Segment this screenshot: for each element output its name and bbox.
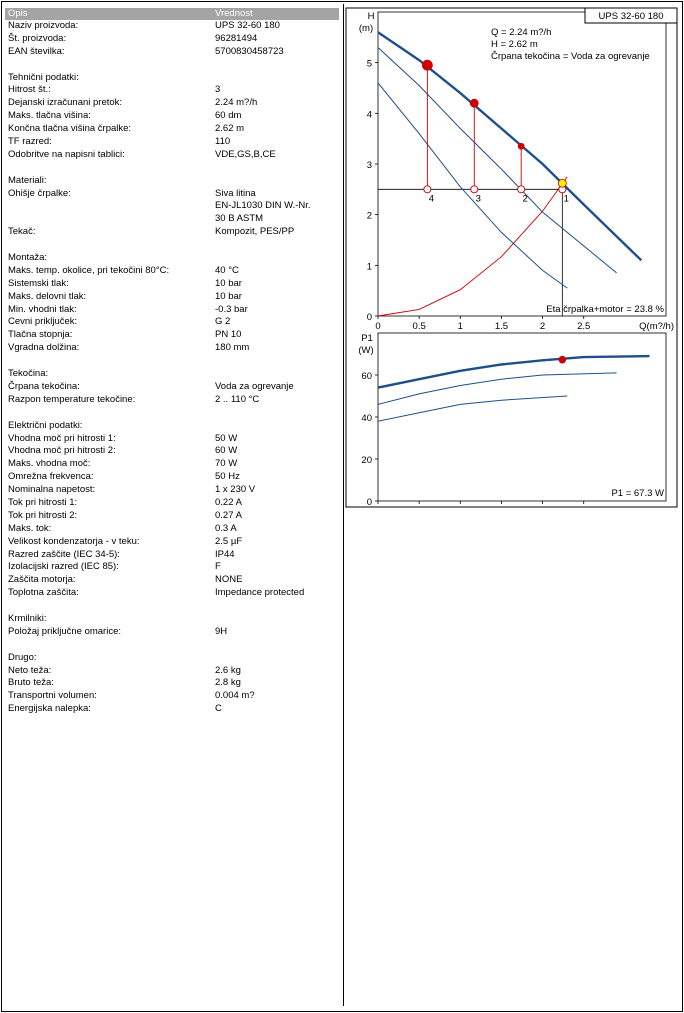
y-tick-label: 5 xyxy=(366,58,372,70)
row-label: Cevni priključek: xyxy=(8,316,78,328)
row-label: Št. proizvoda: xyxy=(8,32,67,44)
power-operating-point xyxy=(559,356,566,363)
row-label: Tlačna stopnja: xyxy=(8,329,73,341)
table-row xyxy=(5,613,339,626)
row-label: Hitrost št.: xyxy=(8,84,51,96)
row-label: Drugo: xyxy=(8,651,37,663)
x-tick-label: 2 xyxy=(539,321,546,332)
table-row xyxy=(5,46,339,59)
row-label: Sistemski tlak: xyxy=(8,277,69,289)
row-label: Velikost kondenzatorja - v teku: xyxy=(8,535,140,547)
p1-y-tick-label: 0 xyxy=(366,497,372,508)
row-value: 0.27 A xyxy=(215,509,242,521)
x-tick-label: 2.5 xyxy=(577,321,591,332)
table-row xyxy=(5,484,339,497)
table-row xyxy=(5,316,339,329)
marker-label: 3 xyxy=(475,193,481,205)
table-row xyxy=(5,497,339,510)
p1-y-tick-label: 60 xyxy=(361,371,372,382)
row-label: Maks. vhodna moč: xyxy=(8,458,91,470)
row-label: Krmilniki: xyxy=(8,612,47,624)
row-label: Tekočina: xyxy=(8,368,49,380)
row-value: 96281494 xyxy=(215,32,258,44)
row-label: Razpon temperature tekočine: xyxy=(8,393,136,405)
row-value: -0.3 bar xyxy=(215,303,248,315)
row-value: Impedance protected xyxy=(215,587,305,599)
table-row xyxy=(5,690,339,703)
y-axis-unit: (m) xyxy=(358,23,374,34)
table-row xyxy=(5,304,339,317)
marker-label: 2 xyxy=(522,193,528,205)
row-value: 1 x 230 V xyxy=(215,484,256,496)
row-label: Neto teža: xyxy=(8,664,52,676)
table-row xyxy=(5,200,339,213)
table-row xyxy=(5,381,339,394)
marker-point xyxy=(518,143,524,149)
table-row xyxy=(5,626,339,639)
marker-base-circle xyxy=(471,186,478,193)
table-row xyxy=(5,110,339,123)
header-opis: Opis xyxy=(8,8,28,19)
row-value: 10 bar xyxy=(215,277,242,289)
row-label: Maks. tlačna višina: xyxy=(8,110,91,122)
row-value: 10 bar xyxy=(215,290,242,302)
row-label: Maks. temp. okolice, pri tekočini 80°C: xyxy=(8,264,170,276)
table-row xyxy=(5,433,339,446)
p1-y-tick-label: 20 xyxy=(361,455,372,466)
table-row xyxy=(5,213,339,226)
row-label: Vhodna moč pri hitrosti 1: xyxy=(8,432,116,444)
row-value: 2.24 m?/h xyxy=(215,97,258,109)
table-row xyxy=(5,471,339,484)
y-tick-label: 0 xyxy=(366,312,372,323)
table-row xyxy=(5,677,339,690)
row-label: Omrežna frekvenca: xyxy=(8,471,94,483)
row-value: PN 10 xyxy=(215,329,242,341)
row-value: NONE xyxy=(215,574,243,586)
table-row xyxy=(5,355,339,368)
row-label: Naziv proizvoda: xyxy=(8,20,79,31)
table-row xyxy=(5,536,339,549)
table-row xyxy=(5,420,339,433)
chart-border xyxy=(346,8,677,507)
marker-base-circle xyxy=(518,186,525,193)
marker-point xyxy=(558,179,566,187)
row-label: Nominalna napetost: xyxy=(8,484,96,496)
row-label: Tehnični podatki: xyxy=(8,71,79,83)
y-tick-label: 2 xyxy=(366,210,372,222)
row-value: 60 W xyxy=(215,445,238,457)
row-value: 30 B ASTM xyxy=(215,213,264,225)
p1-axis-label: P1 xyxy=(361,333,373,344)
row-label: Tok pri hitrosti 1: xyxy=(8,496,78,508)
row-value: 2.6 kg xyxy=(215,664,241,676)
row-label: Materiali: xyxy=(8,174,47,186)
p1-axis-unit: (W) xyxy=(358,345,374,356)
spec-table xyxy=(5,8,339,716)
row-label: EAN številka: xyxy=(8,45,65,57)
table-row xyxy=(5,600,339,613)
row-value: 2.5 µF xyxy=(215,535,243,547)
row-label: Tok pri hitrosti 2: xyxy=(8,509,78,521)
x-tick-label: 1 xyxy=(457,321,463,332)
row-label: Položaj priključne omarice: xyxy=(8,625,121,637)
row-value: 5700830458723 xyxy=(215,45,284,57)
row-value: 110 xyxy=(215,136,231,148)
row-label: Maks. delovni tlak: xyxy=(8,290,87,302)
row-label: Min. vhodni tlak: xyxy=(8,303,77,315)
table-row xyxy=(5,59,339,72)
row-label: TF razred: xyxy=(8,136,52,148)
row-label: Ohišje črpalke: xyxy=(8,187,71,199)
row-label: Transportni volumen: xyxy=(8,690,97,702)
table-row xyxy=(5,123,339,136)
y-tick-label: 1 xyxy=(366,261,372,273)
table-row xyxy=(5,72,339,85)
row-value: 60 dm xyxy=(215,110,242,122)
table-row xyxy=(5,703,339,716)
table-row xyxy=(5,265,339,278)
row-label: Zaščita motorja: xyxy=(8,574,76,586)
row-label: Električni podatki: xyxy=(8,419,83,431)
pump-chart-svg xyxy=(344,0,684,520)
table-row xyxy=(5,407,339,420)
y-tick-label: 3 xyxy=(366,160,372,171)
row-label: Izolacijski razred (IEC 85): xyxy=(8,561,119,573)
x-tick-label: 1.5 xyxy=(494,321,509,332)
row-label: Tekač: xyxy=(8,226,36,238)
power-label: P1 = 67.3 W xyxy=(611,488,664,499)
row-label: Razred zaščite (IEC 34-5): xyxy=(8,548,120,560)
row-label: Končna tlačna višina črpalke: xyxy=(8,123,132,135)
row-label: Vhodna moč pri hitrosti 2: xyxy=(8,445,116,457)
table-row xyxy=(5,587,339,600)
table-row xyxy=(5,226,339,239)
info-line: Q = 2.24 m?/h xyxy=(491,27,552,38)
pump-curves xyxy=(344,0,684,520)
row-value: IP44 xyxy=(215,548,235,560)
marker-point xyxy=(422,60,432,70)
table-row xyxy=(5,162,339,175)
table-row xyxy=(5,291,339,304)
table-row xyxy=(5,445,339,458)
row-value: 2.8 kg xyxy=(215,677,241,689)
table-row xyxy=(5,188,339,201)
p1-y-tick-label: 40 xyxy=(361,413,372,424)
row-value: 70 W xyxy=(215,458,238,470)
table-body xyxy=(5,20,339,716)
row-value: 0.004 m? xyxy=(215,690,255,702)
x-axis-label: Q(m?/h) xyxy=(639,321,674,332)
info-line: Črpana tekočina = Voda za ogrevanje xyxy=(491,51,650,62)
header-vrednost: Vrednost xyxy=(215,8,253,19)
table-row xyxy=(5,652,339,665)
table-row xyxy=(5,149,339,162)
row-label: Montaža: xyxy=(8,252,48,264)
row-value: 2.62 m xyxy=(215,123,245,135)
table-row xyxy=(5,278,339,291)
row-label: Vgradna dolžina: xyxy=(8,342,80,354)
table-row xyxy=(5,175,339,188)
row-value: 50 W xyxy=(215,432,238,444)
row-value: Voda za ogrevanje xyxy=(215,380,294,392)
row-value: 0.3 A xyxy=(215,522,237,534)
row-label: Toplotna zaščita: xyxy=(8,587,79,599)
y-tick-label: 4 xyxy=(366,109,372,121)
table-row xyxy=(5,561,339,574)
row-label: Energijska nalepka: xyxy=(8,703,91,715)
row-value: C xyxy=(215,703,222,715)
marker-base-circle xyxy=(424,186,431,193)
table-row xyxy=(5,33,339,46)
row-label: Odobritve na napisni tablici: xyxy=(8,148,125,160)
row-value: VDE,GS,B,CE xyxy=(215,148,276,160)
table-row xyxy=(5,458,339,471)
x-tick-label: 0.5 xyxy=(412,321,426,332)
row-label: Dejanski izračunani pretok: xyxy=(8,97,123,109)
row-label: Maks. tok: xyxy=(8,522,52,534)
y-axis-label: H xyxy=(367,11,375,22)
table-row xyxy=(5,84,339,97)
table-row xyxy=(5,342,339,355)
info-line: H = 2.62 m xyxy=(491,39,538,50)
table-row xyxy=(5,549,339,562)
row-value: 9H xyxy=(215,625,228,637)
row-value: EN-JL1030 DIN W.-Nr. xyxy=(215,200,311,212)
row-value: 40 °C xyxy=(215,264,239,276)
table-row xyxy=(5,523,339,536)
marker-label: 4 xyxy=(428,193,435,205)
row-value: UPS 32-60 180 xyxy=(215,20,280,31)
table-row xyxy=(5,329,339,342)
table-row xyxy=(5,665,339,678)
row-value: 180 mm xyxy=(215,342,250,354)
table-row xyxy=(5,394,339,407)
row-value: Kompozit, PES/PP xyxy=(215,226,295,238)
table-row xyxy=(5,368,339,381)
table-row xyxy=(5,136,339,149)
row-value: 3 xyxy=(215,84,221,96)
row-label: Bruto teža: xyxy=(8,677,54,689)
table-row xyxy=(5,97,339,110)
row-value: 2 .. 110 °C xyxy=(215,393,260,405)
efficiency-label: Eta črpalka+motor = 23.8 % xyxy=(546,304,664,315)
row-value: 50 Hz xyxy=(215,471,240,483)
table-row xyxy=(5,574,339,587)
table-row xyxy=(5,510,339,523)
marker-point xyxy=(470,99,478,107)
table-row xyxy=(5,20,339,33)
table-row xyxy=(5,239,339,252)
x-tick-label: 0 xyxy=(375,321,381,332)
marker-label: 1 xyxy=(563,193,569,205)
chart-title: UPS 32-60 180 xyxy=(598,11,664,22)
table-header xyxy=(5,8,339,20)
row-label: Črpana tekočina: xyxy=(8,380,80,392)
table-row xyxy=(5,639,339,652)
row-value: G 2 xyxy=(215,316,231,328)
row-value: F xyxy=(215,561,221,573)
row-value: 0.22 A xyxy=(215,496,242,508)
table-row xyxy=(5,252,339,265)
row-value: Siva litina xyxy=(215,187,256,199)
